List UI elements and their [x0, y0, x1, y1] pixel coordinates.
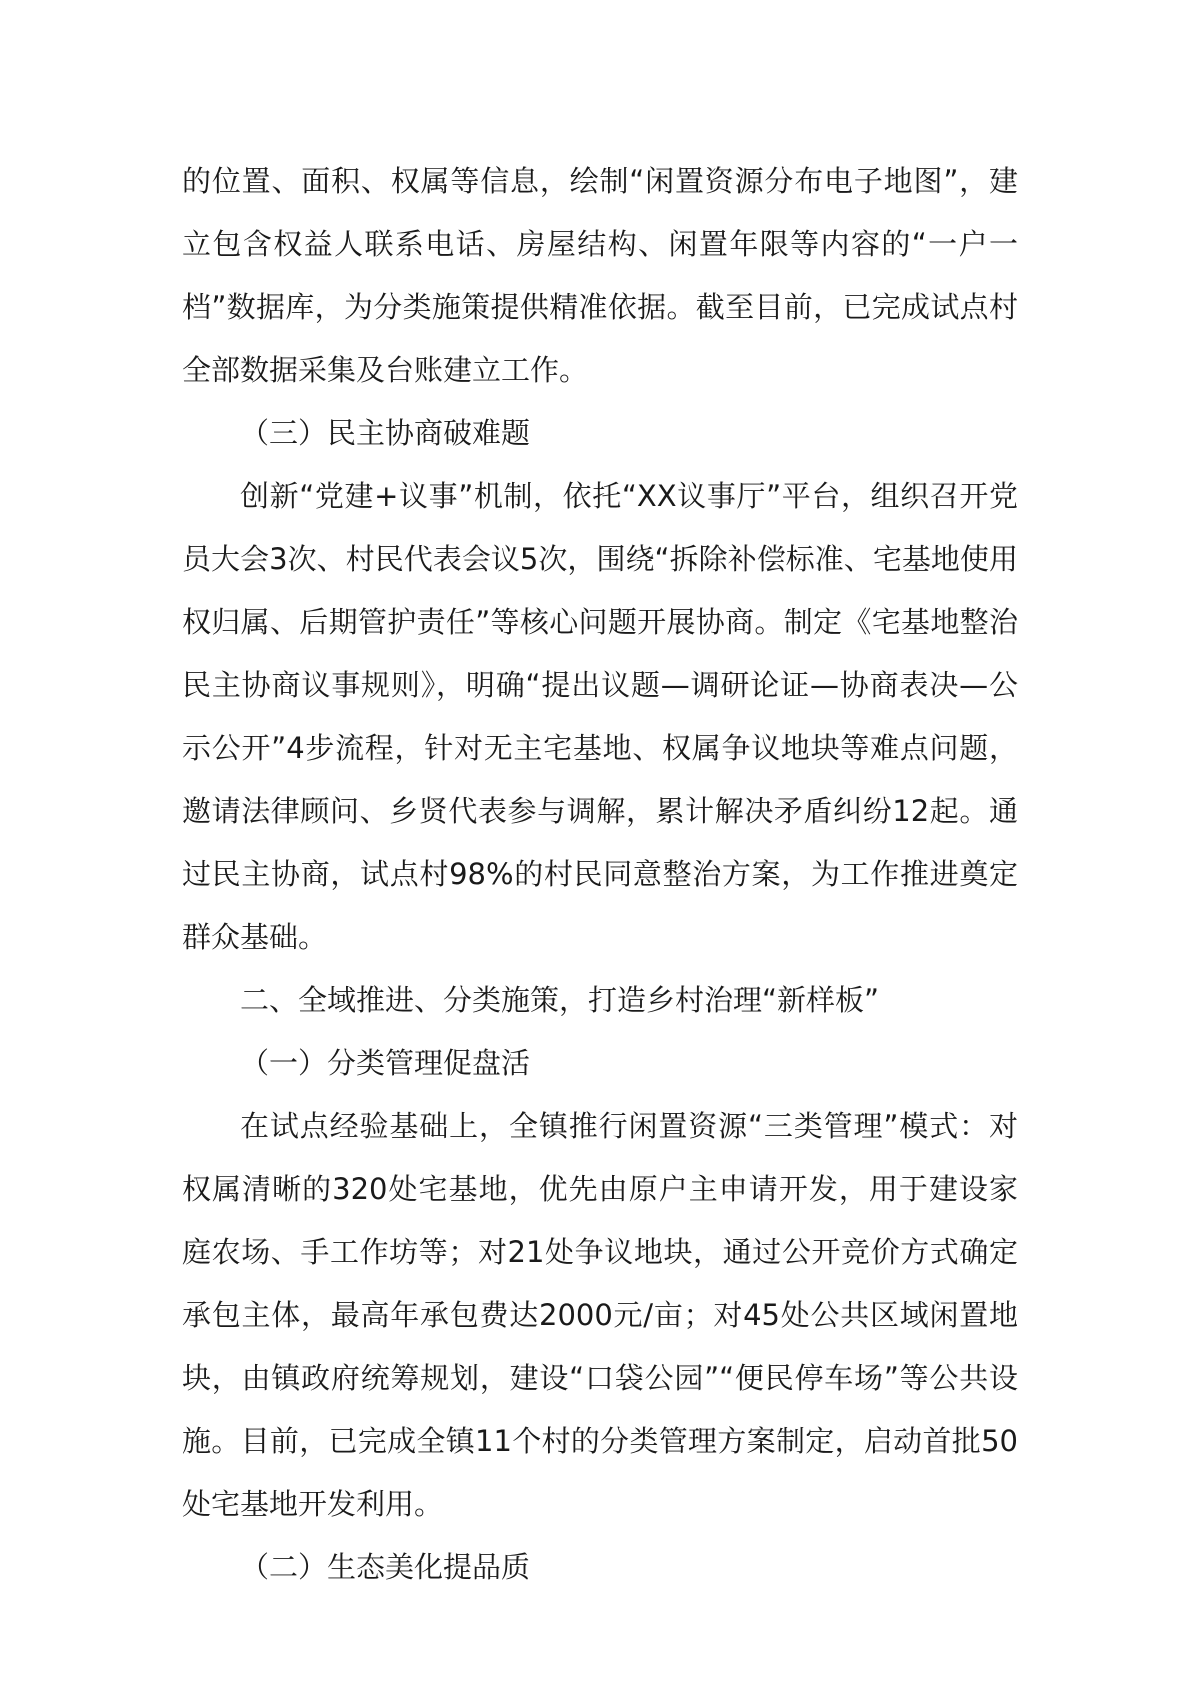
paragraph-continued: 的位置、面积、权属等信息，绘制“闲置资源分布电子地图”，建立包含权益人联系电话、房屋结构、闲置年限等内容的“一户一档”数据库，为分类施策提供精准依据。截至目前，已完成试点村全部数据采集及台账建立工作。: [182, 164, 1018, 387]
section-heading-two: 二、全域推进、分类施策，打造乡村治理“新样板”: [240, 983, 880, 1017]
paragraph-consultation-mechanism: 创新“党建+议事”机制，依托“XX议事厅”平台，组织召开党员大会3次、村民代表会议5次，围绕“拆除补偿标准、宅基地使用权归属、后期管护责任”等核心问题开展协商。制定《宅基地整治民主协商议事规则》，明确“提出议题—调研论证—协商表决—公示公开”4步流程，针对无主宅基地、权属争议地块等难点问题，邀请法律顾问、乡贤代表参与调解，累计解决矛盾纠纷12起。通过民主协商，试点村98%的村民同意整治方案，为工作推进奠定群众基础。: [182, 479, 1018, 954]
subheading-ecological-beautification: （二）生态美化提品质: [240, 1550, 531, 1584]
subheading-democratic-consultation: （三）民主协商破难题: [240, 416, 531, 450]
paragraph-classified-management: 在试点经验基础上，全镇推行闲置资源“三类管理”模式：对权属清晰的320处宅基地，优先由原户主申请开发，用于建设家庭农场、手工作坊等；对21处争议地块，通过公开竞价方式确定承包主体，最高年承包费达2000元/亩；对45处公共区域闲置地块，由镇政府统筹规划，建设“口袋公园”“便民停车场”等公共设施。目前，已完成全镇11个村的分类管理方案制定，启动首批50处宅基地开发利用。: [182, 1109, 1018, 1521]
subheading-classified-management: （一）分类管理促盘活: [240, 1046, 531, 1080]
document-body: [182, 150, 1018, 1599]
